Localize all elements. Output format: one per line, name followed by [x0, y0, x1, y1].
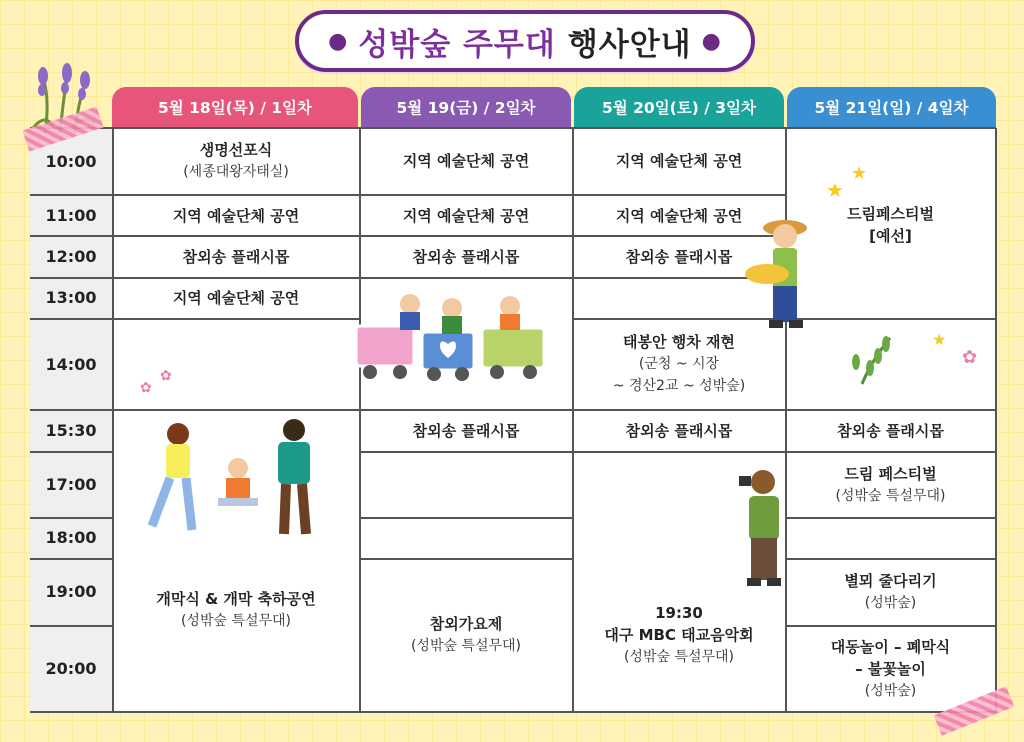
grid-line — [360, 517, 573, 519]
event-title: 참외송 플래시몹 — [182, 247, 290, 266]
event-location: (성밖숲) — [864, 682, 917, 699]
time-label: 18:00 — [45, 528, 97, 547]
event-cell — [113, 195, 359, 236]
title-part1: 성밖숲 주무대 — [358, 26, 556, 63]
event-cell — [360, 410, 572, 451]
event-title: 참외송 플래시몹 — [625, 247, 733, 266]
flower-icon: ✿ — [140, 380, 152, 396]
event-title: 지역 예술단체 공연 — [615, 206, 743, 225]
event-title: – 불꽃놀이 — [855, 659, 926, 678]
grid-line — [30, 409, 360, 411]
day2-header: 5월 19(금) / 2일차 — [361, 87, 571, 127]
grid-line — [30, 517, 112, 519]
leaf-icon — [842, 330, 898, 386]
time-label: 17:00 — [45, 474, 97, 494]
day4-header: 5월 21일(일) / 4일차 — [787, 87, 996, 127]
event-cell — [113, 236, 359, 277]
flower-icon: ✿ — [962, 347, 978, 368]
event-location: (세종대왕자태실) — [183, 164, 289, 180]
time-label: 19:00 — [45, 582, 97, 601]
event-title: [예선] — [869, 227, 912, 245]
star-icon: ★ — [932, 330, 947, 349]
grid-line — [30, 318, 360, 320]
grid-line — [30, 711, 996, 713]
train-kids-icon — [352, 292, 552, 384]
time-label: 20:00 — [45, 659, 97, 678]
event-title: 지역 예술단체 공연 — [172, 206, 300, 225]
event-cell — [786, 559, 995, 625]
event-cell — [786, 410, 995, 451]
event-cell — [573, 128, 785, 194]
time-label: 15:30 — [45, 421, 97, 440]
star-icon: ★ — [851, 163, 868, 184]
event-title: 참외송 플래시몹 — [412, 247, 520, 266]
event-title: 지역 예술단체 공연 — [402, 152, 530, 170]
farmer-icon — [745, 212, 825, 340]
grid-line — [30, 558, 112, 560]
event-title: 대구 MBC 태교음악회 — [604, 626, 754, 644]
page-title — [295, 10, 755, 72]
grid-line — [30, 451, 112, 453]
event-cell — [786, 626, 995, 711]
event-time: 19:30 — [655, 604, 703, 622]
event-title: 지역 예술단체 공연 — [172, 289, 300, 307]
event-title: 참외송 플래시몹 — [412, 421, 520, 440]
event-location: (성밖숲 특설무대) — [835, 487, 946, 504]
event-title: 참외송 플래시몹 — [625, 421, 733, 440]
bullet-dot-icon: ● — [328, 28, 349, 54]
event-location: (성밖숲 특설무대) — [180, 613, 292, 629]
time-label: 10:00 — [45, 151, 97, 171]
event-title: 지역 예술단체 공연 — [615, 152, 743, 170]
time-label: 11:00 — [45, 205, 97, 225]
time-label: 14:00 — [45, 354, 97, 374]
event-location: (성밖숲) — [864, 595, 917, 611]
event-cell — [360, 195, 572, 236]
event-cell — [573, 590, 785, 680]
title-part2: 행사안내 — [567, 26, 692, 63]
event-cell — [113, 278, 359, 318]
day3-header: 5월 20일(토) / 3일차 — [574, 87, 784, 127]
event-location: (성밖숲 특설무대) — [410, 638, 522, 654]
event-title: 지역 예술단체 공연 — [402, 206, 530, 225]
event-cell — [360, 236, 572, 277]
event-cell — [360, 128, 572, 194]
event-route: (군청 ~ 시장 — [638, 356, 720, 372]
grid-line — [995, 128, 997, 712]
family-icon — [138, 418, 348, 542]
time-label: 13:00 — [45, 288, 97, 307]
event-title: 태봉안 행차 재현 — [623, 333, 735, 351]
event-cell — [113, 128, 359, 194]
event-title: 개막식 & 개막 축하공연 — [156, 590, 316, 608]
flower-icon: ✿ — [160, 368, 172, 384]
event-title: 드림 페스티벌 — [844, 464, 937, 483]
event-location: (성밖숲 특설무대) — [623, 649, 735, 665]
event-title: 생명선포식 — [199, 141, 273, 159]
event-title: 참외송 플래시몹 — [837, 421, 944, 440]
event-title: 참외가요제 — [429, 615, 503, 633]
event-title: 드림페스티벌 — [847, 205, 934, 223]
event-route: ~ 경산2교 ~ 성밖숲) — [612, 378, 746, 394]
day1-header: 5월 18일(목) / 1일차 — [112, 87, 358, 127]
star-icon: ★ — [826, 178, 844, 202]
grid-line — [786, 517, 996, 519]
event-cell — [360, 559, 572, 711]
event-cell — [786, 452, 995, 517]
event-cell — [113, 550, 359, 670]
bullet-dot-icon: ● — [701, 28, 722, 54]
grid-line — [30, 625, 112, 627]
event-cell — [573, 410, 785, 451]
event-title: 대동놀이 – 폐막식 — [830, 637, 951, 656]
photographer-icon — [725, 466, 795, 590]
event-title: 별뫼 줄다리기 — [844, 572, 937, 590]
time-label: 12:00 — [45, 247, 97, 266]
